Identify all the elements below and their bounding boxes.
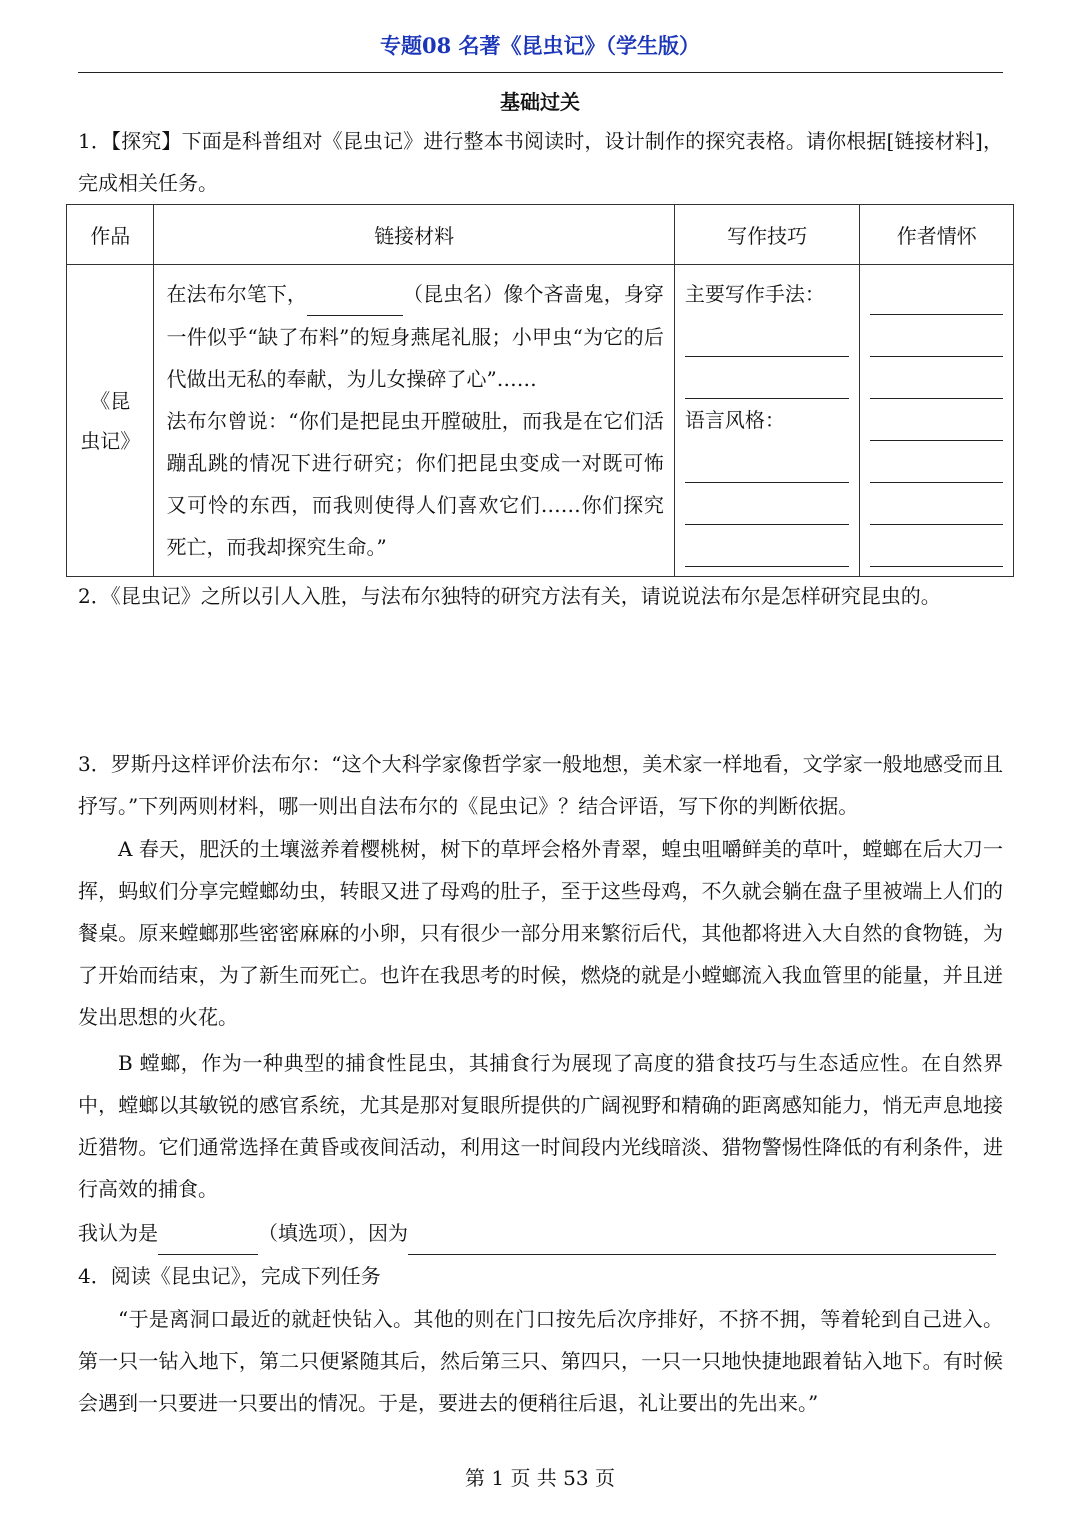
technique-cell [674, 265, 860, 577]
work-cell [67, 265, 154, 577]
q4-passage: “于是离洞口最近的就赶快钻入。其他的则在门口按先后次序排好，不挤不拥，等着轮到自己进入。第一只一钻入地下，第二只便紧随其后，然后第三只、第四只，一只一只地快捷地跟着钻入地下。有时候会遇到一只要进一只要出的情况。于是，要进去的便稍往后退，礼让要出的先出来。” [78, 1307, 1003, 1415]
feeling-answer-line[interactable] [870, 483, 1003, 525]
work-name-line1: 《昆 [90, 388, 131, 413]
feeling-answer-line[interactable] [870, 525, 1003, 567]
style-answer-line[interactable] [685, 483, 850, 525]
technique-answer-line[interactable] [685, 315, 850, 357]
work-name-line2: 虫记》 [80, 428, 141, 453]
material-text-post: （昆虫名）像个吝啬鬼，身穿一件似乎“缺了布料”的短身燕尾礼服；小甲虫“为它的后代做出无私的奉献，为儿女操碎了心”…… [166, 282, 664, 391]
page-number: 第 1 页 共 53 页 [465, 1466, 615, 1490]
material-text-pre: 在法布尔笔下， [166, 282, 307, 306]
feeling-answer-line[interactable] [870, 399, 1003, 441]
q1-prompt: 1．【探究】下面是科普组对《昆虫记》进行整本书阅读时，设计制作的探究表格。请你根据[链接材料]，完成相关任务。 [78, 129, 1003, 195]
header-divider [78, 72, 1003, 73]
insect-name-blank[interactable] [307, 273, 403, 316]
style-answer-line[interactable] [685, 525, 850, 567]
technique-label: 主要写作手法： [684, 282, 825, 306]
q3-answer-line [78, 1212, 1003, 1255]
header-material: 链接材料 [154, 205, 674, 265]
technique-answer-line[interactable] [685, 357, 850, 399]
q3-answer-pre: 我认为是 [78, 1221, 158, 1245]
option-blank[interactable] [158, 1212, 258, 1255]
q3-prompt: 3．罗斯丹这样评价法布尔：“这个大科学家像哲学家一般地想，美术家一样地看，文学家一般地感受而且抒写。”下列两则材料，哪一则出自法布尔的《昆虫记》？结合评语，写下你的判断依据。 [78, 752, 1003, 818]
header-technique: 写作技巧 [674, 205, 860, 265]
q4-prompt: 4．阅读《昆虫记》，完成下列任务 [78, 1264, 381, 1288]
header-work: 作品 [67, 205, 154, 265]
style-label: 语言风格： [684, 408, 785, 432]
material-quote: 法布尔曾说：“你们是把昆虫开膛破肚，而我是在它们活蹦乱跳的情况下进行研究；你们把昆虫变成一对既可怖又可怜的东西，而我则使得人们喜欢它们……你们探究死亡，而我却探究生命。” [166, 409, 664, 559]
feeling-cell [860, 265, 1014, 577]
table-row [67, 265, 1014, 577]
material-cell [154, 265, 674, 577]
q3-passage-a: A 春天，肥沃的土壤滋养着樱桃树，树下的草坪会格外青翠，蝗虫咀嚼鲜美的草叶，螳螂在后大刀一挥，蚂蚁们分享完螳螂幼虫，转眼又进了母鸡的肚子，至于这些母鸡，不久就会躺在盘子里被端上人们的餐桌。原来螳螂那些密密麻麻的小卵，只有很少一部分用来繁衍后代，其他都将进入大自然的食物链，为了开始而结束，为了新生而死亡。也许在我思考的时候，燃烧的就是小螳螂流入我血管里的能量，并且迸发出思想的火花。 [78, 837, 1003, 1029]
feeling-answer-line[interactable] [870, 441, 1003, 483]
q3-passage-b: B 螳螂，作为一种典型的捕食性昆虫，其捕食行为展现了高度的猎食技巧与生态适应性。在自然界中，螳螂以其敏锐的感官系统，尤其是那对复眼所提供的广阔视野和精确的距离感知能力，悄无声息地接近猎物。它们通常选择在黄昏或夜间活动，利用这一时间段内光线暗淡、猎物警惕性降低的有利条件，进行高效的捕食。 [78, 1051, 1003, 1201]
feeling-answer-line[interactable] [870, 357, 1003, 399]
table-header-row [67, 205, 1014, 265]
style-answer-line[interactable] [685, 441, 850, 483]
feeling-answer-line[interactable] [870, 315, 1003, 357]
reason-blank[interactable] [408, 1212, 996, 1255]
header-feeling: 作者情怀 [860, 205, 1014, 265]
inquiry-table [66, 204, 1014, 577]
q2-prompt: 2．《昆虫记》之所以引人入胜，与法布尔独特的研究方法有关，请说说法布尔是怎样研究昆虫的。 [78, 584, 941, 608]
feeling-answer-line[interactable] [870, 273, 1003, 315]
page-header-title: 专题08 名著《昆虫记》（学生版） [379, 33, 701, 58]
section-title: 基础过关 [500, 90, 580, 114]
q3-answer-mid: （填选项），因为 [258, 1221, 408, 1245]
